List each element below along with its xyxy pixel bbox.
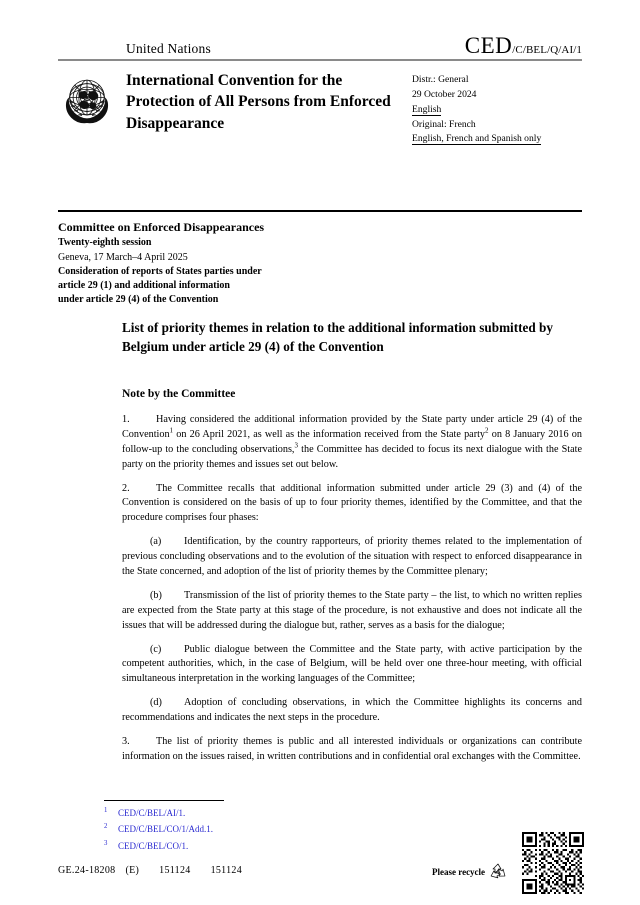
language-code: (E) [125,865,140,876]
footnote-text[interactable]: CED/C/BEL/CO/1/Add.1. [118,824,214,835]
footnote-marker: 3 [104,839,108,847]
agenda-line-2: article 29 (1) and additional information [58,279,230,291]
paragraph-a [122,535,582,580]
document-symbol-suffix: /C/BEL/Q/AI/1 [512,44,582,56]
agenda-line-3: under article 29 (4) of the Convention [58,294,219,306]
paragraph-3 [122,735,582,765]
distribution-language: English [412,103,442,115]
distribution-date: 29 October 2024 [412,88,477,100]
distribution-block [412,70,582,147]
footnote-text[interactable]: CED/C/BEL/AI/1. [118,808,186,818]
paragraph-2 [122,482,582,527]
paragraph-2-number: 2. [122,482,130,494]
paragraph-c [122,643,582,688]
committee-dates: Geneva, 17 March–4 April 2025 [58,251,188,263]
footnote-separator [104,800,224,801]
footnote-ref-2[interactable]: 2 [485,426,489,435]
paragraph-d-number: (d) [150,697,162,709]
masthead [58,34,582,147]
paragraph-1 [122,413,582,473]
committee-block [58,219,582,307]
document-body [122,413,582,774]
date-code-2: 151124 [210,865,243,876]
un-emblem-icon [58,72,116,130]
committee-name: Committee on Enforced Disappearances [58,220,265,234]
section-divider-rule [58,210,582,212]
footnote-ref-1[interactable]: 1 [169,426,174,435]
paragraph-3-text: The list of priority themes is public and all interested individuals or organizations can contribute information on the issues raised, in written contributions and in confidential oral exchanges with the Committee. [122,736,582,762]
footnotes [104,805,504,854]
document-symbol [465,34,582,57]
footnote-item[interactable] [104,838,504,854]
recycle-label: Please recycle [432,867,486,877]
paragraph-1-text-4: the Committee has decided to focus its next dialogue with the State party on the priority themes and issues set out below. [122,443,582,470]
committee-session: Twenty-eighth session [58,237,152,249]
paragraph-1-text-2: on 26 April 2021, as well as the information received from the State party [173,428,486,440]
job-number: GE.24-18208 [58,865,116,876]
paragraph-d-text: Adoption of concluding observations, in which the Committee highlights its concerns and recommendations and indicates the next steps in the procedure. [122,697,582,724]
masthead-body [58,70,582,147]
footnote-text[interactable]: CED/C/BEL/CO/1. [118,840,189,851]
footnote-marker: 2 [104,823,108,831]
footnote-item[interactable] [104,821,504,837]
paragraph-2-text: The Committee recalls that additional information submitted under article 29 (3) and (4) of the Convention is considered on the basis of up to four priority themes, identified by the Committee, and that the procedure comprises four phases: [122,482,582,524]
paragraph-a-number: (a) [150,536,162,548]
paragraph-a-text: Identification, by the country rapporteurs, of priority themes related to the implementation of previous concluding observations and to the evolution of the situation with respect to enforced disappearance in the State concerned, and adoption of the list of priority themes by the Committee plenary; [122,536,582,578]
footnote-item[interactable] [104,805,504,821]
distribution-languages-note: English, French and Spanish only [412,133,542,145]
paragraph-c-text: Public dialogue between the Committee and the State party, with active participation by the competent authorities, which, in the case of Belgium, will be held over one three-hour meeting, with official simultaneous interpretation in the working languages of the Committee; [122,643,582,685]
masthead-rule [58,59,582,61]
convention-title: International Convention for the Protection of All Persons from Enforced Disappearance [126,72,391,132]
recycle-icon [488,862,508,882]
qr-code-icon[interactable] [522,832,584,894]
footer-document-code [58,865,242,876]
recycle-notice [432,862,508,882]
paragraph-d [122,696,582,726]
paragraph-b-text: Transmission of the list of priority themes to the State party – the list, to which no written replies are expected from the State party at this stage of the procedure, is not exhaustive and does not indicate all the issues that will be addressed during the dialogue but, rather, serves as a basis for the dialogue; [122,589,582,631]
masthead-topline [58,34,582,59]
paragraph-3-number: 3. [122,736,130,748]
paragraph-b [122,589,582,634]
document-symbol-prefix: CED [464,33,513,58]
note-heading: Note by the Committee [122,388,236,400]
footnote-marker: 1 [104,807,108,814]
distribution-original: Original: French [412,118,476,130]
footnote-ref-3[interactable]: 3 [294,441,298,450]
date-code-1: 151124 [159,865,191,876]
distribution-type: Distr.: General [412,74,469,85]
paragraph-c-number: (c) [150,643,162,655]
paragraph-1-number: 1. [122,414,130,425]
paragraph-1-text-3: on 8 January 2016 on follow-up to the concluding observations, [122,428,582,455]
emblem-cell [58,70,126,147]
paragraph-1-text-1: Having considered the additional information provided by the State party under article 29 (4) of the Convention [122,414,582,440]
page-title: List of priority themes in relation to the additional information submitted by Belgium under article 29 (4) of the Convention [122,320,553,355]
agenda-line-1: Consideration of reports of States parties under [58,265,262,277]
paragraph-b-number: (b) [150,589,162,601]
organization-name: United Nations [126,41,211,56]
